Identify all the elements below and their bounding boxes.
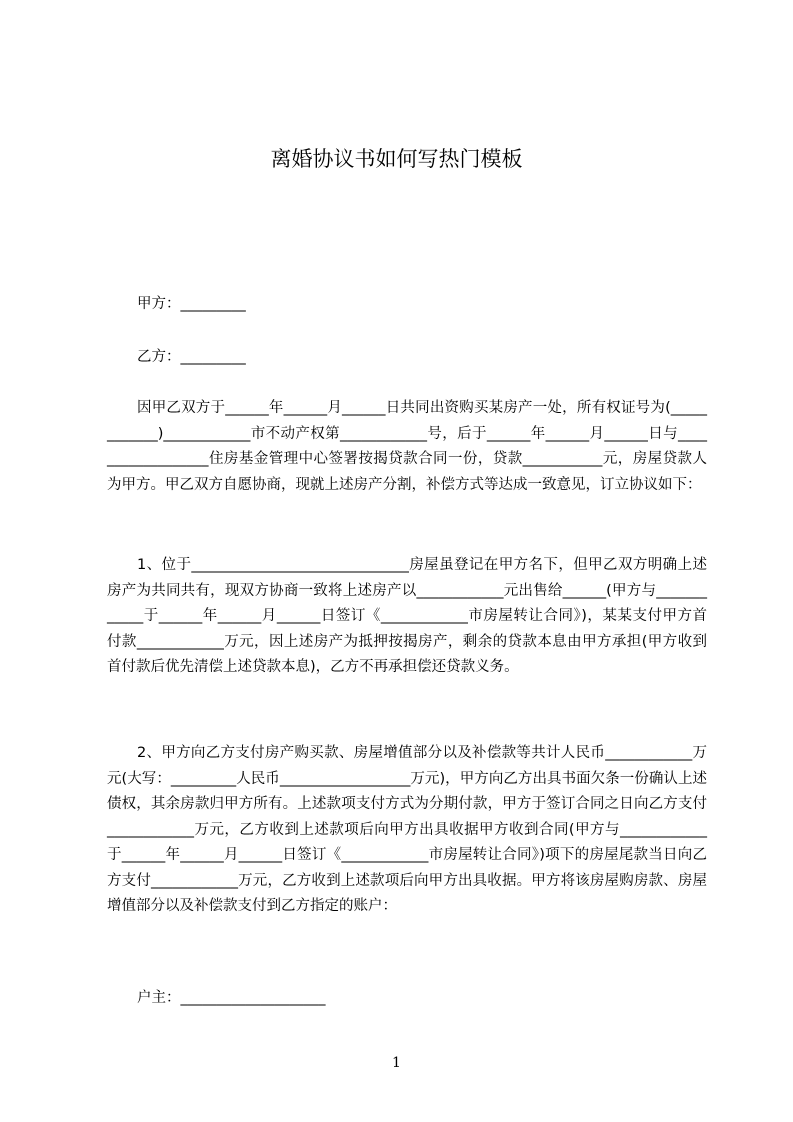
page-number: 1 (392, 1055, 401, 1071)
clause-1-paragraph: 1、位于______________________________房屋虽登记在甲方名下，但甲乙双方明确上述房产为共同共有，现双方协商一致将上述房产以____________元出售给______(甲方与____________于______年______月______日签订《____________市房屋转让合同》)，某某支付甲方首付款____________万元，因上述房产为抵押按揭房产，剩余的贷款本息由甲方承担(甲方收到首付款后优先清偿上述贷款本息)，乙方不再承担偿还贷款义务。 (107, 557, 707, 675)
party-b-line: 乙方：_________ (137, 349, 246, 365)
clause-2-paragraph: 2、甲方向乙方支付房产购买款、房屋增值部分以及补偿款等共计人民币____________万元(大写：_________人民币__________________万元)，甲方向乙方出具书面欠条一份确认上述债权，其余房款归甲方所有。上述款项支付方式为分期付款，甲方于签订合同之日向乙方支付____________万元，乙方收到上述款项后向甲方出具收据甲方收到合同(甲方与____________于______年______月______日签订《____________市房屋转让合同》)项下的房屋尾款当日向乙方支付____________万元，乙方收到上述款项后向甲方出具收据。甲方将该房屋购房款、房屋增值部分以及补偿款支付到乙方指定的账户： (107, 745, 707, 914)
document-title: 离婚协议书如何写热门模板 (270, 147, 523, 171)
party-a-line: 甲方：_________ (137, 296, 246, 312)
account-holder-line: 户主：____________________ (137, 990, 326, 1006)
intro-paragraph: 因甲乙双方于______年______月______日共同出资购买某房产一处，所有权证号为(____________)____________市不动产权第____________号，后于______年______月______日与__________________住房基金管理中心签署按揭贷款合同一份，贷款___________元，房屋贷款人为甲方。甲乙双方自愿协商，现就上述房产分割，补偿方式等达成一致意见，订立协议如下： (107, 400, 707, 493)
